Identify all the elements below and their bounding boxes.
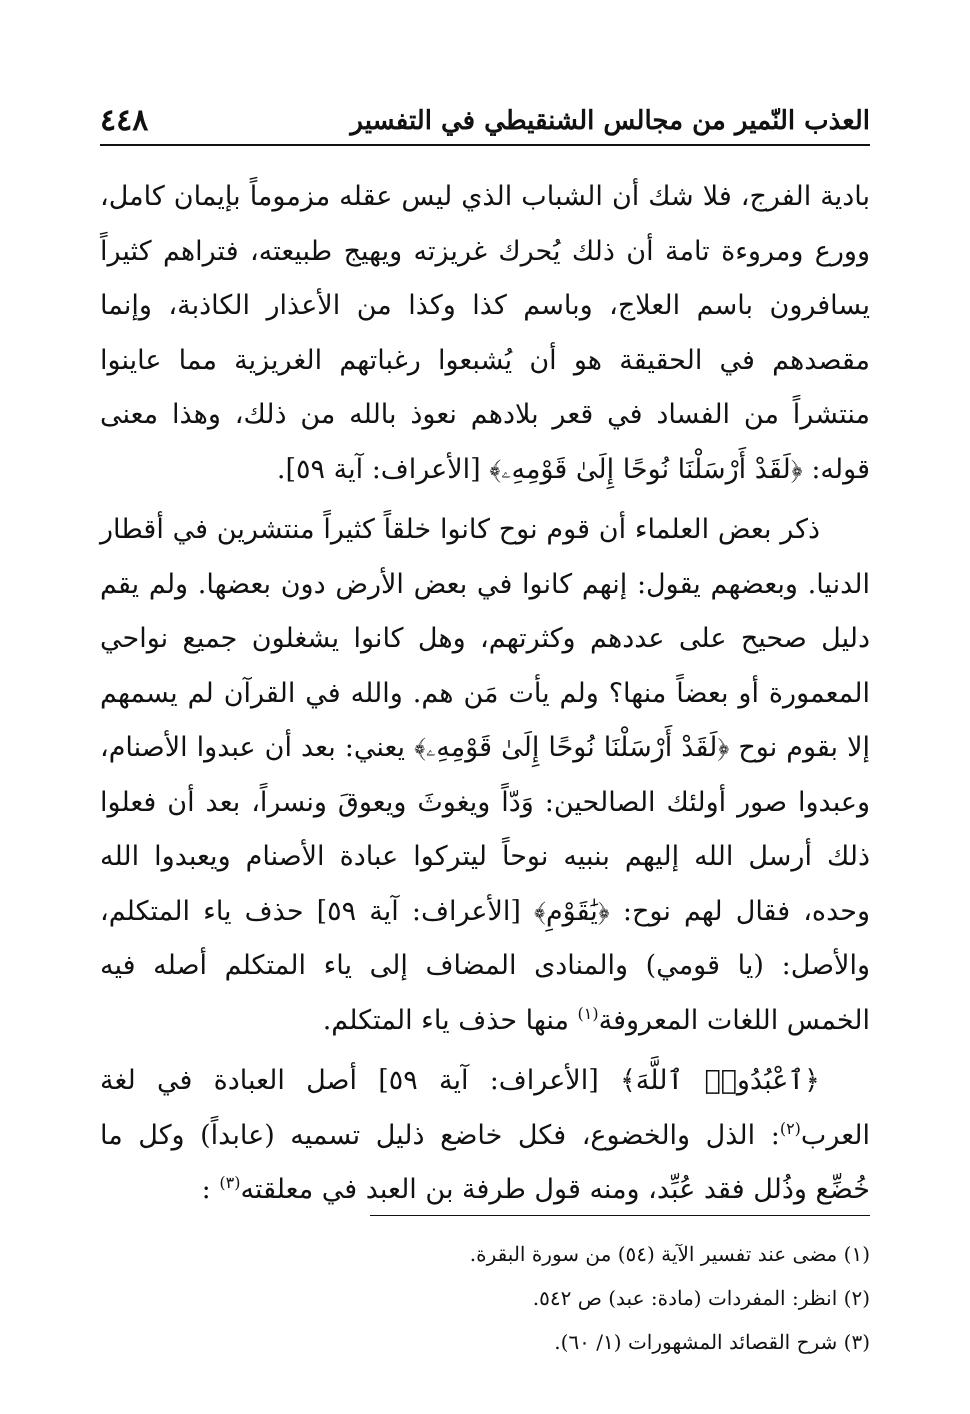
footnotes [100,1232,870,1364]
footnote-separator [370,1215,870,1216]
paragraph-3-end: : [201,1174,211,1205]
paragraph-2 [100,503,870,1048]
running-title: العذب النّمير من مجالس الشنقيطي في التفسير [350,106,870,136]
footnote-2: (٢) انظر: المفردات (مادة: عبد) ص ٥٤٢. [532,1286,870,1310]
footnote-ref-2: (٢) [779,1118,801,1138]
body-text [100,170,870,1218]
footnote-3: (٣) شرح القصائد المشهورات (١/ ٦٠). [554,1330,870,1354]
paragraph-3 [100,1054,870,1218]
footnote-ref-3: (٣) [219,1173,241,1192]
footnote-1: (١) مضى عند تفسير الآية (٥٤) من سورة البقرة. [469,1242,870,1266]
paragraph-2-text: ذكر بعض العلماء أن قوم نوح كانوا خلقاً كثيراً منتشرين في أقطار الدنيا. وبعضهم يقول: إنهم كانوا في بعض الأرض دون بعضها. ولم يقم دليل صحيح على عددهم وكثرتهم، وهل كانوا يشغلون جميع نواحي المعمورة أو بعضاً منها؟ ولم يأت مَن هم. والله في القرآن لم يسمهم إلا بقوم نوح ﴿لَقَدْ أَرْسَلْنَا نُوحًا إِلَىٰ قَوْمِهِۦ﴾ يعني: بعد أن عبدوا الأصنام، وعبدوا صور أولئك الصالحين: وَدّاً ويغوثَ ويعوقَ ونسراً، بعد أن فعلوا ذلك أرسل الله إليهم بنبيه نوحاً ليتركوا عبادة الأصنام ويعبدوا الله وحده، فقال لهم نوح: ﴿يَٰقَوْمِ﴾ [الأعراف: آية ٥٩] حذف ياء المتكلم، والأصل: (يا قومي) والمنادى المضاف إلى ياء المتكلم أصله فيه الخمس اللغات المعروفة [100,514,870,1036]
paragraph-1: بادية الفرج، فلا شك أن الشباب الذي ليس عقله مزموماً بإيمان كامل، وورع ومروءة تامة أن ذلك يُحرك غريزته ويهيج طبيعته، فتراهم كثيراً يسافرون باسم العلاج، وباسم كذا وكذا من الأعذار الكاذبة، وإنما مقصدهم في الحقيقة هو أن يُشبعوا رغباتهم الغريزية مما عاينوا منتشراً من الفساد في قعر بلادهم نعوذ بالله من ذلك، وهذا معنى قوله: ﴿لَقَدْ أَرْسَلْنَا نُوحًا إِلَىٰ قَوْمِهِۦ﴾ [الأعراف: آية ٥٩]. [100,181,870,485]
page-number: ٤٤٨ [100,103,149,138]
page-header [100,96,870,146]
footnote-ref-1: (١) [577,1003,599,1023]
paragraph-2-end: منها حذف ياء المتكلم. [322,1004,569,1036]
paragraph-3-text: : الذل والخضوع، فكل خاضع ذليل تسميه (عابداً) وكل ما خُضِّع وذُلل فقد عُبِّد، ومنه قول طرفة بن العبد في معلقته [100,1119,870,1205]
paragraph-3-start: ﴿ٱعْبُدُوا۟ ٱللَّهَ﴾ [الأعراف: آية ٥٩] أصل العبادة في لغة العرب [100,1065,870,1151]
